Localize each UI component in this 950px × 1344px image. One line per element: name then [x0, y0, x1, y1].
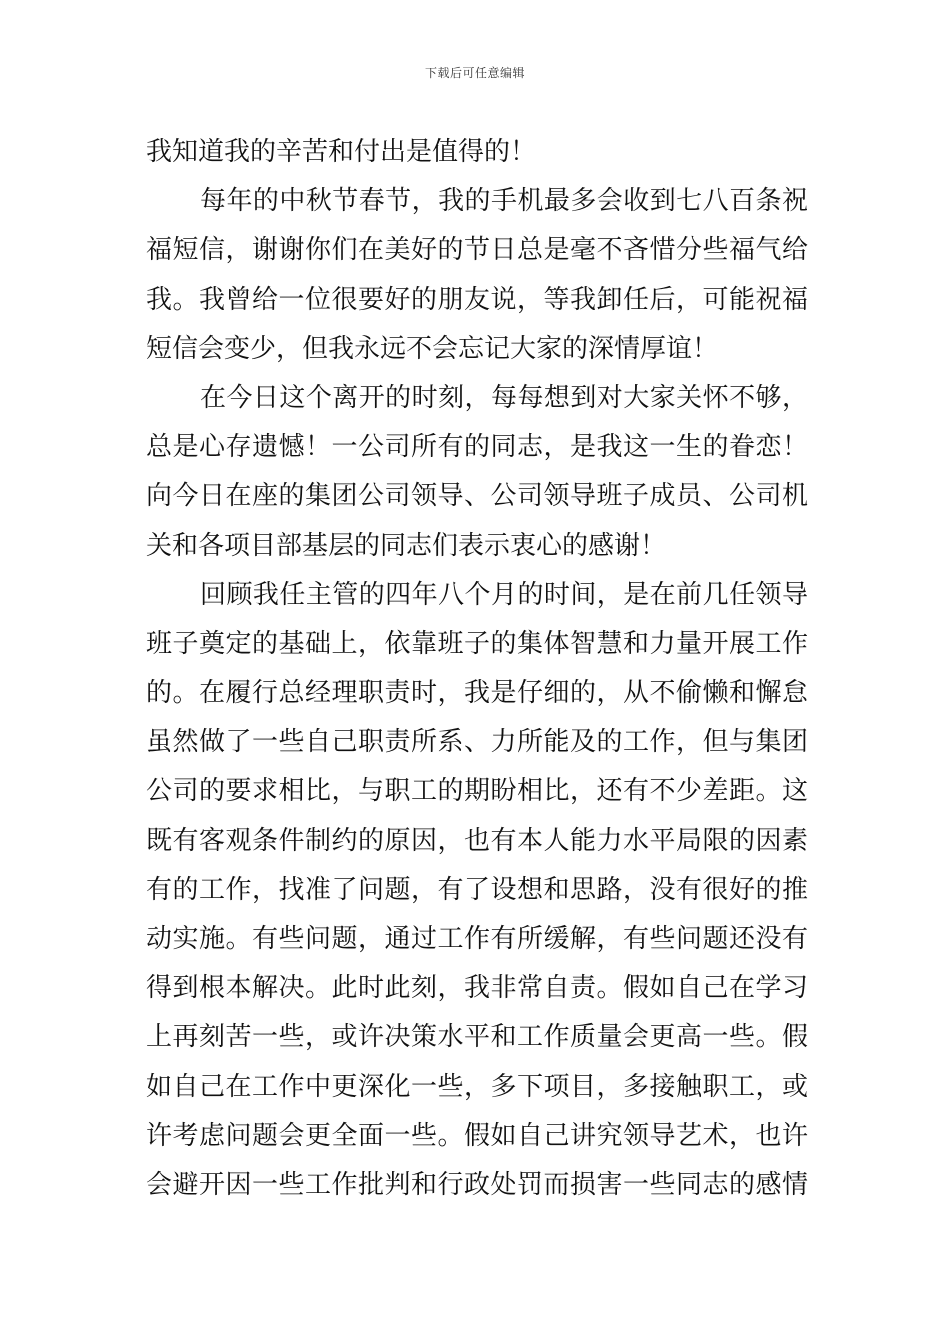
- paragraph-line: 我。我曾给一位很要好的朋友说，等我卸任后，可能祝福: [146, 284, 808, 315]
- page-header-note: 下载后可任意编辑: [424, 66, 525, 80]
- paragraph-line: 会避开因一些工作批判和行政处罚而损害一些同志的感情: [146, 1169, 808, 1200]
- paragraph-line: 上再刻苦一些，或许决策水平和工作质量会更高一些。假: [146, 1022, 808, 1053]
- paragraph-line: 的。在履行总经理职责时，我是仔细的，从不偷懒和懈怠: [146, 678, 808, 709]
- paragraph-line: 许考虑问题会更全面一些。假如自己讲究领导艺术，也许: [146, 1120, 808, 1151]
- paragraph-line: 得到根本解决。此时此刻，我非常自责。假如自己在学习: [146, 973, 808, 1004]
- paragraph-line: 在今日这个离开的时刻，每每想到对大家关怀不够，: [200, 382, 808, 413]
- paragraph-line: 如自己在工作中更深化一些，多下项目，多接触职工，或: [146, 1071, 808, 1102]
- paragraph-line: 关和各项目部基层的同志们表示衷心的感谢！: [146, 530, 667, 561]
- paragraph-line: 公司的要求相比，与职工的期盼相比，还有不少差距。这: [146, 776, 808, 807]
- paragraph-line: 有的工作，找准了问题，有了设想和思路，没有很好的推: [146, 874, 808, 905]
- paragraph-line: 福短信，谢谢你们在美好的节日总是毫不吝惜分些福气给: [146, 235, 808, 266]
- paragraph-line: 短信会变少，但我永远不会忘记大家的深情厚谊！: [146, 333, 719, 364]
- paragraph-line: 班子奠定的基础上，依靠班子的集体智慧和力量开展工作: [146, 628, 808, 659]
- paragraph-line: 既有客观条件制约的原因，也有本人能力水平局限的因素: [146, 825, 808, 856]
- document-body: [146, 128, 808, 1210]
- paragraph-line: 向今日在座的集团公司领导、公司领导班子成员、公司机: [146, 481, 808, 512]
- paragraph-line: 动实施。有些问题，通过工作有所缓解，有些问题还没有: [146, 924, 808, 954]
- paragraph-line: 每年的中秋节春节，我的手机最多会收到七八百条祝: [200, 186, 808, 217]
- paragraph-line: 虽然做了一些自己职责所系、力所能及的工作，但与集团: [146, 727, 808, 758]
- paragraph-line: 回顾我任主管的四年八个月的时间，是在前几任领导: [200, 579, 808, 610]
- paragraph-line: 总是心存遗憾！一公司所有的同志，是我这一生的眷恋！: [146, 432, 808, 463]
- paragraph-line: 我知道我的辛苦和付出是值得的！: [146, 137, 537, 167]
